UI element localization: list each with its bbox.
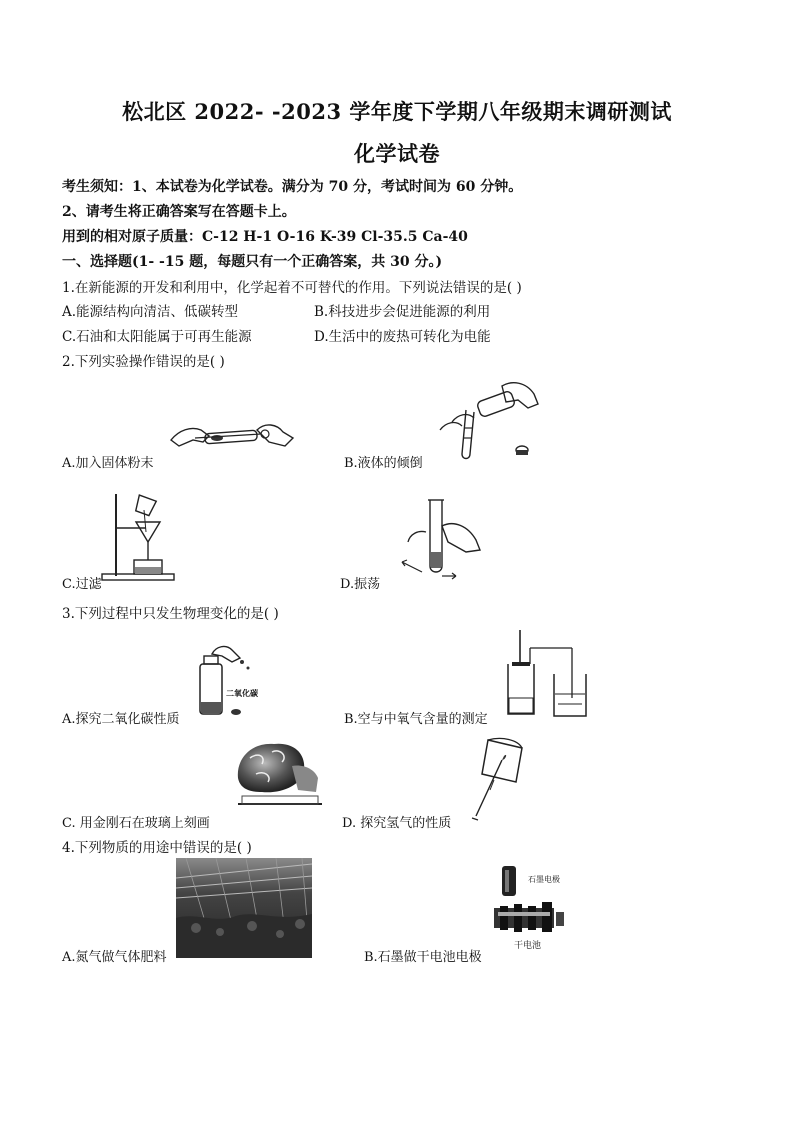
question-1-option-b: B.科技进步会促进能源的利用 [314,304,491,320]
figure-oxygen-apparatus [500,628,590,720]
figure-hydrogen-beaker [464,734,534,824]
question-4-option-b: B.石墨做干电池电极 [364,950,482,965]
question-3-option-b: B.空与中氧气含量的测定 [344,712,488,727]
question-1-option-c: C.石油和太阳能属于可再生能源 [62,329,252,345]
figure-greenhouse-photo [176,858,312,958]
figure-pour-liquid [432,378,544,462]
instruction-line-1: 考生须知：1、本试卷为化学试卷。满分为 70 分，考试时间为 60 分钟。 [62,179,523,195]
question-1-option-a: A.能源结构向清洁、低碳转型 [62,304,239,320]
question-2-option-c: C.过滤 [62,577,102,592]
figure-add-powder [165,412,300,457]
question-1-option-d: D.生活中的废热可转化为电能 [314,329,491,345]
battery-label: 干电池 [514,941,542,951]
question-3-option-c: C. 用金刚石在玻璃上刻画 [62,816,210,831]
atomic-mass-line: 用到的相对原子质量：C-12 H-1 O-16 K-39 Cl-35.5 Ca-40 [62,229,468,245]
section-heading: 一、选择题(1- -15 题，每题只有一个正确答案，共 30 分。) [62,254,443,270]
question-2-option-b: B.液体的倾倒 [344,456,423,471]
co2-figure-label: 二氧化碳 [226,688,258,698]
question-4-stem: 4.下列物质的用途中错误的是( ) [62,840,252,856]
figure-filtration [96,488,178,584]
question-3-option-d: D. 探究氢气的性质 [342,816,452,831]
question-3-option-a: A.探究二氧化碳性质 [62,712,180,727]
instruction-line-2: 2、请考生将正确答案写在答题卡上。 [62,204,296,220]
figure-co2-bottle [192,640,262,720]
question-2-option-d: D.振荡 [340,577,381,592]
figure-shaking [396,496,488,584]
figure-diamond-glass [232,738,324,810]
graphite-electrode-label: 石墨电极 [528,875,560,884]
question-4-option-a: A.氮气做气体肥料 [62,950,167,965]
page-title: 松北区 2022- -2023 学年度下学期八年级期末调研测试 [122,99,672,124]
question-2-option-a: A.加入固体粉末 [62,456,154,471]
question-3-stem: 3.下列过程中只发生物理变化的是( ) [62,606,279,622]
page-subtitle: 化学试卷 [354,141,440,166]
question-2-stem: 2.下列实验操作错误的是( ) [62,354,225,370]
question-1-stem: 1.在新能源的开发和利用中，化学起着不可替代的作用。下列说法错误的是( ) [62,280,522,296]
